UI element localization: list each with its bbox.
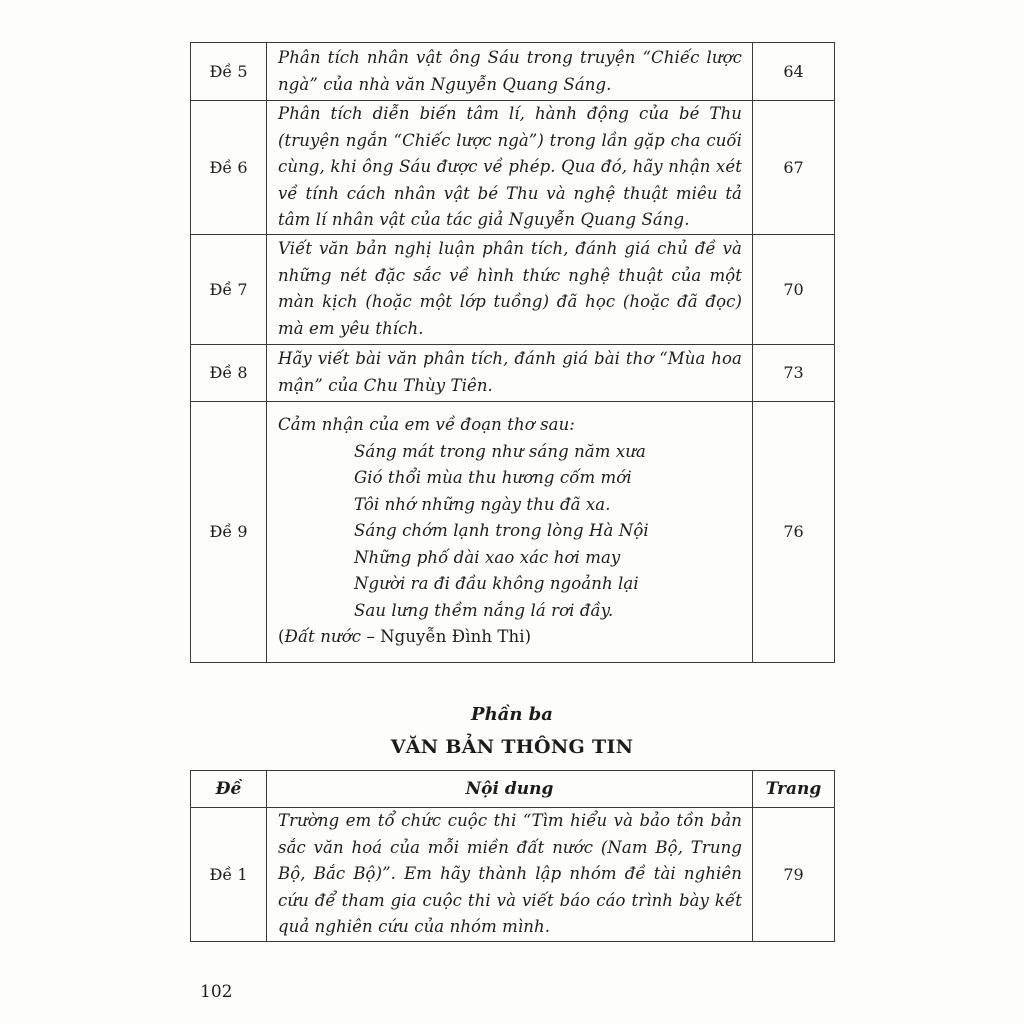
topics-table-part-three <box>190 770 835 942</box>
topic-page: 79 <box>753 808 835 942</box>
table-row <box>191 401 835 662</box>
topic-label: Đề 6 <box>191 101 267 235</box>
topic-label: Đề 9 <box>191 401 267 662</box>
poem-source-title: Đất nước <box>284 627 362 647</box>
table-row <box>191 808 835 942</box>
topic-content: Phân tích nhân vật ông Sáu trong truyện “Chiếc lược ngà” của nhà văn Nguyễn Quang Sáng. <box>267 43 753 101</box>
poem-source <box>278 624 742 651</box>
poem-source-author: – Nguyễn Đình Thi) <box>361 627 532 647</box>
topic-page: 70 <box>753 234 835 344</box>
header-content: Nội dung <box>267 771 753 808</box>
header-page: Trang <box>753 771 835 808</box>
poem-line: Người ra đi đầu không ngoảnh lại <box>354 574 639 594</box>
header-topic: Đề <box>191 771 267 808</box>
topic-page: 64 <box>753 43 835 101</box>
topic-page: 73 <box>753 344 835 401</box>
topic-label: Đề 8 <box>191 344 267 401</box>
section-title: VĂN BẢN THÔNG TIN <box>390 736 634 758</box>
topic-content: Phân tích diễn biến tâm lí, hành động của bé Thu (truyện ngắn “Chiếc lược ngà”) trong lần gặp cha cuối cùng, khi ông Sáu được về phép. Qua đó, hãy nhận xét về tính cách nhân vật bé Thu và nghệ thuật miêu tả tâm lí nhân vật của tác giả Nguyễn Quang Sáng. <box>267 101 753 235</box>
topic-label: Đề 5 <box>191 43 267 101</box>
table-row <box>191 43 835 101</box>
page-number: 102 <box>200 982 233 1002</box>
section-label: Phần ba <box>471 704 553 725</box>
poem-line: Sáng chớm lạnh trong lòng Hà Nội <box>354 521 649 541</box>
poem-line: Tôi nhớ những ngày thu đã xa. <box>354 494 611 514</box>
topic-label: Đề 7 <box>191 234 267 344</box>
topic-page: 76 <box>753 401 835 662</box>
poem-line: Gió thổi mùa thu hương cốm mới <box>354 468 632 488</box>
poem-line: Sáng mát trong như sáng năm xưa <box>354 441 646 461</box>
table-row <box>191 101 835 235</box>
topic-content: Viết văn bản nghị luận phân tích, đánh giá chủ đề và những nét đặc sắc về hình thức nghệ thuật của một màn kịch (hoặc một lớp tuồng) đã học (hoặc đã đọc) mà em yêu thích. <box>267 234 753 344</box>
topics-table-part-two <box>190 42 835 663</box>
poem-line: Những phố dài xao xác hơi may <box>354 547 621 567</box>
topic-content: Hãy viết bài văn phân tích, đánh giá bài thơ “Mùa hoa mận” của Chu Thùy Tiên. <box>267 344 753 401</box>
poem-source-open: ( <box>278 627 285 647</box>
topic-page: 67 <box>753 101 835 235</box>
table-header-row <box>191 771 835 808</box>
topic-label: Đề 1 <box>191 808 267 942</box>
topic-content: Trường em tổ chức cuộc thi “Tìm hiểu và bảo tồn bản sắc văn hoá của mỗi miền đất nước (Nam Bộ, Trung Bộ, Bắc Bộ)”. Em hãy thành lập nhóm đề tài nghiên cứu để tham gia cuộc thi và viết báo cáo trình bày kết quả nghiên cứu của nhóm mình. <box>267 808 753 942</box>
poem-line: Sau lưng thềm nắng lá rơi đầy. <box>354 600 614 620</box>
poem-intro: Cảm nhận của em về đoạn thơ sau: <box>278 415 575 435</box>
topic-content-poem <box>267 401 753 662</box>
table-row <box>191 344 835 401</box>
table-row <box>191 234 835 344</box>
